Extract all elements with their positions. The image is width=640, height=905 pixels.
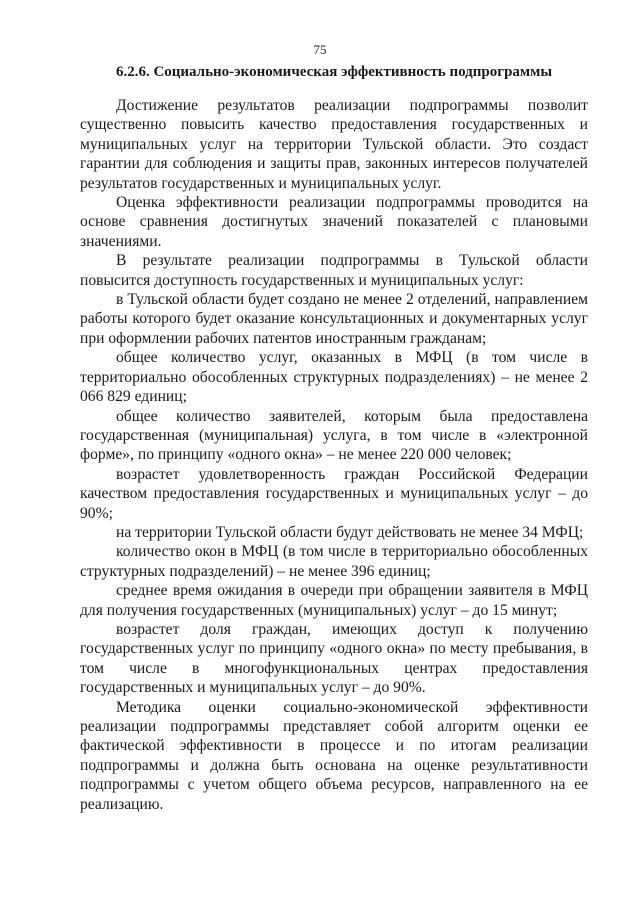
paragraph: В результате реализации подпрограммы в Тульской области повысится доступность государственных и муниципальных услуг: bbox=[80, 252, 588, 289]
page-number: 75 bbox=[313, 42, 327, 57]
list-item: на территории Тульской области будут действовать не менее 34 МФЦ; bbox=[116, 523, 584, 541]
list-item: общее количество заявителей, которым была предоставлена государственная (муниципальная) услуга, в том числе в «электронной форме», по принципу «одного окна» – не менее 220 000 человек; bbox=[80, 407, 588, 464]
list-item: в Тульской области будет создано не менее 2 отделений, направлением работы которого будет оказание консультационных и документарных услуг при оформлении рабочих патентов иностранным гражданам; bbox=[80, 291, 588, 347]
section-title: 6.2.6. Социально-экономическая эффективность подпрограммы bbox=[115, 64, 553, 80]
list-item: возрастет удовлетворенность граждан Российской Федерации качеством предоставления государственных и муниципальных услуг – до 90%; bbox=[80, 465, 588, 522]
body-text bbox=[80, 96, 588, 814]
list-item: общее количество услуг, оказанных в МФЦ (в том числе в территориально обособленных структурных подразделениях) – не менее 2 066 829 единиц; bbox=[80, 349, 588, 406]
paragraph: Оценка эффективности реализации подпрограммы проводится на основе сравнения достигнутых значений показателей с плановыми значениями. bbox=[80, 194, 588, 250]
paragraph: Методика оценки социально-экономической эффективности реализации подпрограммы представляет собой алгоритм оценки ее фактической эффективности в процессе и по итогам реализации подпрограммы и должна быть основана на оценке результативности подпрограммы с учетом общего объема ресурсов, направленного на ее реализацию. bbox=[80, 698, 588, 813]
paragraph: Достижение результатов реализации подпрограммы позволит существенно повысить качество предоставления государственных и муниципальных услуг на территории Тульской области. Это создаст гарантии для соблюдения и защиты прав, законных интересов получателей результатов государственных и муниципальных услуг. bbox=[80, 97, 588, 192]
list-item: возрастет доля граждан, имеющих доступ к получению государственных услуг по принципу «одного окна» по месту пребывания, в том числе в многофункциональных центрах предоставления государственных и муниципальных услуг – до 90%. bbox=[80, 620, 588, 697]
list-item: среднее время ожидания в очереди при обращении заявителя в МФЦ для получения государственных (муниципальных) услуг – до 15 минут; bbox=[80, 582, 588, 619]
list-item: количество окон в МФЦ (в том числе в территориально обособленных структурных подразделений) – не менее 396 единиц; bbox=[80, 543, 588, 580]
